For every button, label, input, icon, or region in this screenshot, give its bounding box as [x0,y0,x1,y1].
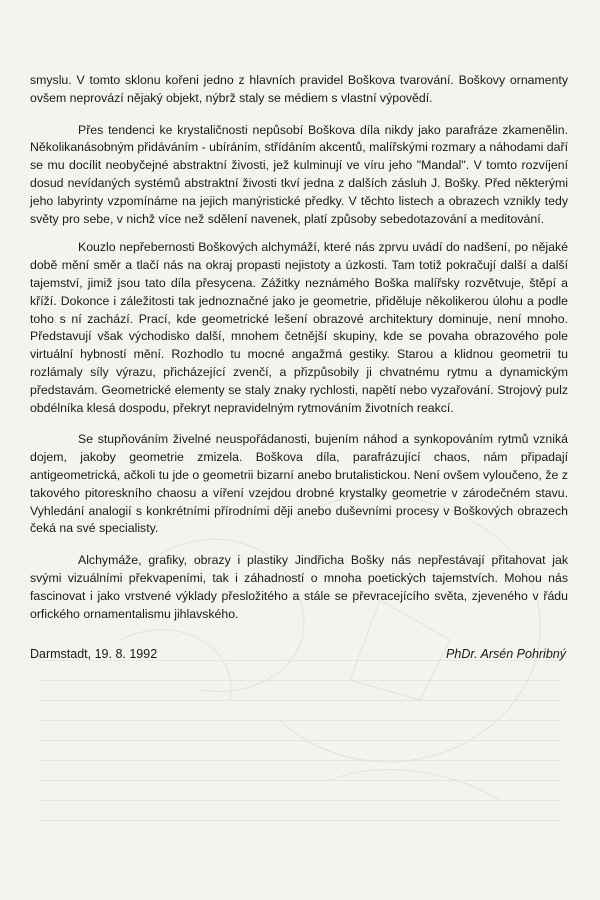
author-name: PhDr. Arsén Pohribný [446,647,566,662]
paragraph-5: Alchymáže, grafiky, obrazy i plastiky Jindřicha Bošky nás nepřestávají přitahovat jak svými vizuálními překvapeními, tak i záhadností o mnoha poetických tajemstvích. Mohou nás fascinovat i jako vrstvené výklady přesložitého a stále se převracejícího světa, zjeveného v řádu orfického ornamentalismu jihlavského. [30,553,568,621]
signature-line [30,647,568,661]
paragraph-4: Se stupňováním živelné neuspořádanosti, bujením náhod a synkopováním rytmů vzniká dojem, jakoby geometrie zmizela. Boškova díla, parafrázující chaos, nám připadají antigeometrická, ačkoli tu jde o geometrii bizarní anebo brutalistickou. Není ovšem vyloučeno, že z takového pitoreskního chaosu a víření vzejdou drobné krystalky geometrie v zárodečném stavu. Vyhledání analogií s konkrétními přírodními ději anebo duševními procesy v Boškových obrazech čeká na své specialisty. [30,432,568,536]
paragraph-1: smyslu. V tomto sklonu kořeni jedno z hlavních pravidel Boškova tvarování. Boškovy ornamenty ovšem neprovází nějaký objekt, nýbrž staly se médiem s vlastní výpovědí. [30,73,568,105]
paragraph-2: Přes tendenci ke krystaličnosti nepůsobí Boškova díla nikdy jako parafráze zkamenělin. Několikanásobným přidáváním - ubíráním, střídáním akcentů, malířskými rozmary a náhodami daří se mu docílit neobyčejné abstraktní živosti, jež kulminují ve víru jeho "Mandal". V tomto rozvíjení dosud nevídaných systémů abstraktní živosti tkví jedna z dalších zásluh J. Bošky. Před některými jeho labyrinty vzpomínáme na jejich manýristické předky. V těchto listech a obrazech vznikly tedy světy pro sebe, v nichž více než sdělení navenek, platí způsoby sebedotazování a meditování. [30,122,568,226]
paragraph-3: Kouzlo nepřebernosti Boškových alchymáží, které nás zprvu uvádí do nadšení, po nějaké době mění směr a tlačí nás na okraj propasti nejistoty a úzkosti. Tam totiž pokračují další a další tajemství, jimiž jsou tato díla přesycena. Zážitky neznámého Boška malířsky rozvětvuje, štěpí a kříží. Dokonce i záležitosti tak jednoznačné jako je geometrie, přiděluje několikerou úlohu a podle toho s ní zachází. Prací, kde geometrické lešení obrazové architektury dominuje, není mnoho. Představují však východisko další, mnohem četnější skupiny, kde se povaha obrazového pole virtuální hybností mění. Rozhodlo tu mocné angažmá gestiky. Starou a klidnou geometrii tu rozlámaly síly výrazu, přicházející zvenčí, a přizpůsobily ji chvatnému rytmu a dynamickým představám. Geometrické elementy se staly znaky rychlosti, napětí nebo vyzařování. Strojový pulz obdélníka klesá dospodu, překryt nepravidelným rytmováním životních reakcí. [30,240,568,415]
place-date: Darmstadt, 19. 8. 1992 [30,647,158,662]
article-body [30,72,568,661]
